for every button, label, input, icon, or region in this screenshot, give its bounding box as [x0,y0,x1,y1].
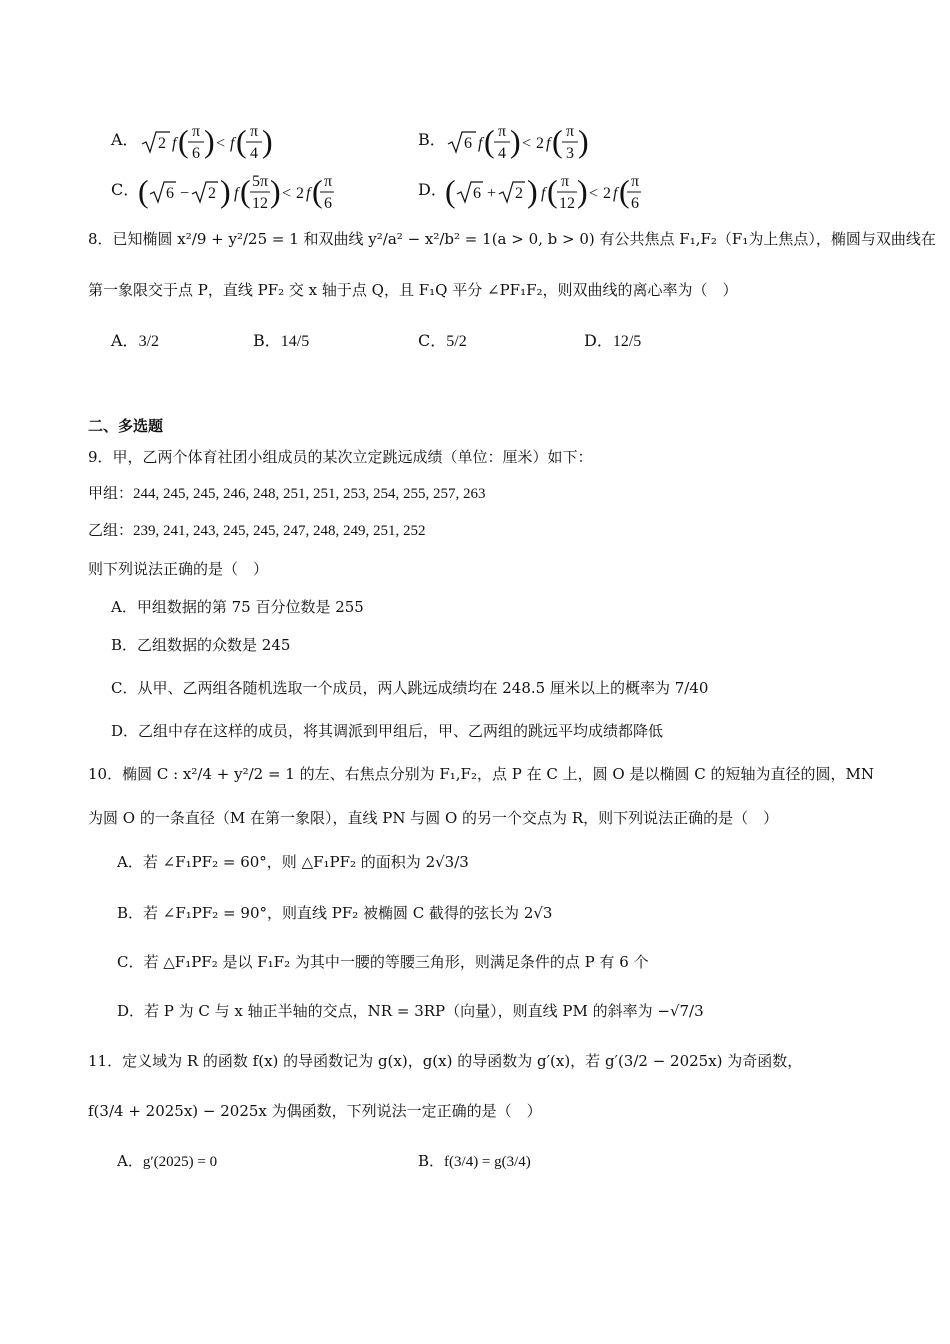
svg-text:): ) [270,173,281,209]
svg-text:2: 2 [296,185,304,202]
svg-text:): ) [204,123,215,159]
svg-text:(: ( [236,123,247,159]
svg-text:π: π [631,173,640,190]
svg-text:(: ( [240,173,251,209]
svg-text:<: < [282,185,292,202]
svg-text:3: 3 [566,145,574,162]
svg-text:f: f [541,185,546,202]
svg-text:2: 2 [515,185,523,202]
q11-option-b: B．f(3/4) = g(3/4) [418,1152,531,1170]
svg-text:−: − [180,185,190,202]
svg-text:f: f [478,135,483,152]
svg-text:6: 6 [324,195,332,212]
q9-group-b: 乙组：239, 241, 243, 245, 245, 247, 248, 249, 251, 252 [88,523,426,539]
svg-text:(: ( [552,123,563,159]
q8-stem-line1: 8．已知椭圆 x²/9 + y²/25 = 1 和双曲线 y²/a² − x²/b² = 1(a > 0, b > 0) 有公共焦点 F₁,F₂（F₁为上焦点），椭圆与双曲线在 [88,230,936,248]
q7-option-b-formula [446,118,589,164]
q9-group-a: 甲组：244, 245, 245, 246, 248, 251, 251, 253, 254, 255, 257, 263 [88,486,486,502]
q10-stem-line2: 为圆 O 的一条直径（M 在第一象限），直线 PN 与圆 O 的另一个交点为 R，则下列说法正确的是（ ） [88,809,779,827]
svg-text:): ) [262,123,273,159]
svg-text:+: + [487,185,497,202]
svg-text:f: f [230,135,235,152]
svg-text:): ) [527,173,538,209]
svg-text:(: ( [547,173,558,209]
q11-stem-line2: f(3/4 + 2025x) − 2025x 为偶函数，下列说法一定正确的是（ ） [88,1102,542,1120]
q7-option-a-formula [140,118,273,164]
svg-text:<: < [589,185,599,202]
q10-option-a: A．若 ∠F₁PF₂ = 60°，则 △F₁PF₂ 的面积为 2√3/3 [117,853,469,871]
q8-stem-line2: 第一象限交于点 P，直线 PF₂ 交 x 轴于点 Q，且 F₁Q 平分 ∠PF₁F₂，则双曲线的离心率为（ ） [88,281,738,299]
q9-stem: 9．甲，乙两个体育社团小组成员的某次立定跳远成绩（单位：厘米）如下： [88,448,593,466]
svg-text:): ) [510,123,521,159]
svg-text:2: 2 [603,185,611,202]
svg-text:f: f [613,185,618,202]
svg-text:): ) [220,173,231,209]
q7-option-c-formula [136,168,336,214]
q7-option-a: A． [111,130,139,149]
svg-text:(: ( [312,173,323,209]
svg-text:4: 4 [250,145,258,162]
q9-option-b: B．乙组数据的众数是 245 [111,636,291,654]
svg-text:12: 12 [559,195,575,212]
q10-stem-line1: 10．椭圆 C : x²/4 + y²/2 = 1 的左、右焦点分别为 F₁,F₂，点 P 在 C 上，圆 O 是以椭圆 C 的短轴为直径的圆，MN [88,765,874,783]
svg-text:2: 2 [158,135,166,152]
svg-text:π: π [192,123,201,140]
q8-option-d: D．12/5 [584,331,642,350]
svg-text:f: f [234,185,239,202]
svg-text:π: π [566,123,575,140]
section-title: 二、多选题 [88,417,164,435]
svg-text:(: ( [619,173,630,209]
q7-option-b: B． [418,130,446,149]
svg-text:<: < [522,135,532,152]
svg-text:6: 6 [473,185,481,202]
svg-text:π: π [498,123,507,140]
svg-text:f: f [546,135,551,152]
q7-option-d: D． [418,180,447,199]
svg-text:2: 2 [208,185,216,202]
svg-text:6: 6 [192,145,200,162]
q11-stem-line1: 11．定义域为 R 的函数 f(x) 的导函数记为 g(x)，g(x) 的导函数为 g′(x)，若 g′(3/2 − 2025x) 为奇函数， [88,1052,803,1070]
svg-text:(: ( [445,173,456,209]
q7-option-c: C． [111,180,140,199]
q8-option-c: C．5/2 [418,331,467,350]
svg-text:f: f [306,185,311,202]
svg-text:(: ( [178,123,189,159]
q10-option-b: B．若 ∠F₁PF₂ = 90°，则直线 PF₂ 被椭圆 C 截得的弦长为 2√3 [117,904,553,922]
svg-text:(: ( [138,173,149,209]
svg-text:π: π [250,123,259,140]
svg-text:(: ( [484,123,495,159]
svg-text:12: 12 [252,195,268,212]
q10-option-c: C．若 △F₁PF₂ 是以 F₁F₂ 为其中一腰的等腰三角形，则满足条件的点 P 有 6 个 [117,953,649,971]
q9-ask: 则下列说法正确的是（ ） [88,560,269,578]
q9-option-c: C．从甲、乙两组各随机选取一个成员，两人跳远成绩均在 248.5 厘米以上的概率为 7/40 [111,679,709,697]
svg-text:<: < [216,135,226,152]
q10-option-d: D．若 P 为 C 与 x 轴正半轴的交点，NR = 3RP（向量），则直线 PM 的斜率为 −√7/3 [117,1002,704,1020]
svg-text:2: 2 [536,135,544,152]
svg-text:6: 6 [464,135,472,152]
svg-text:π: π [561,173,570,190]
svg-text:4: 4 [498,145,506,162]
q11-option-a: A．g′(2025) = 0 [117,1152,218,1170]
q9-option-a: A．甲组数据的第 75 百分位数是 255 [111,598,364,616]
svg-text:): ) [578,123,589,159]
svg-text:6: 6 [631,195,639,212]
svg-text:): ) [577,173,588,209]
svg-text:π: π [324,173,333,190]
q8-option-b: B．14/5 [253,331,310,350]
q9-option-d: D．乙组中存在这样的成员，将其调派到甲组后，甲、乙两组的跳远平均成绩都降低 [111,722,664,740]
svg-text:f: f [172,135,177,152]
q7-option-d-formula [443,168,643,214]
svg-text:5π: 5π [252,173,269,190]
svg-text:6: 6 [166,185,174,202]
q8-option-a: A．3/2 [111,331,160,350]
